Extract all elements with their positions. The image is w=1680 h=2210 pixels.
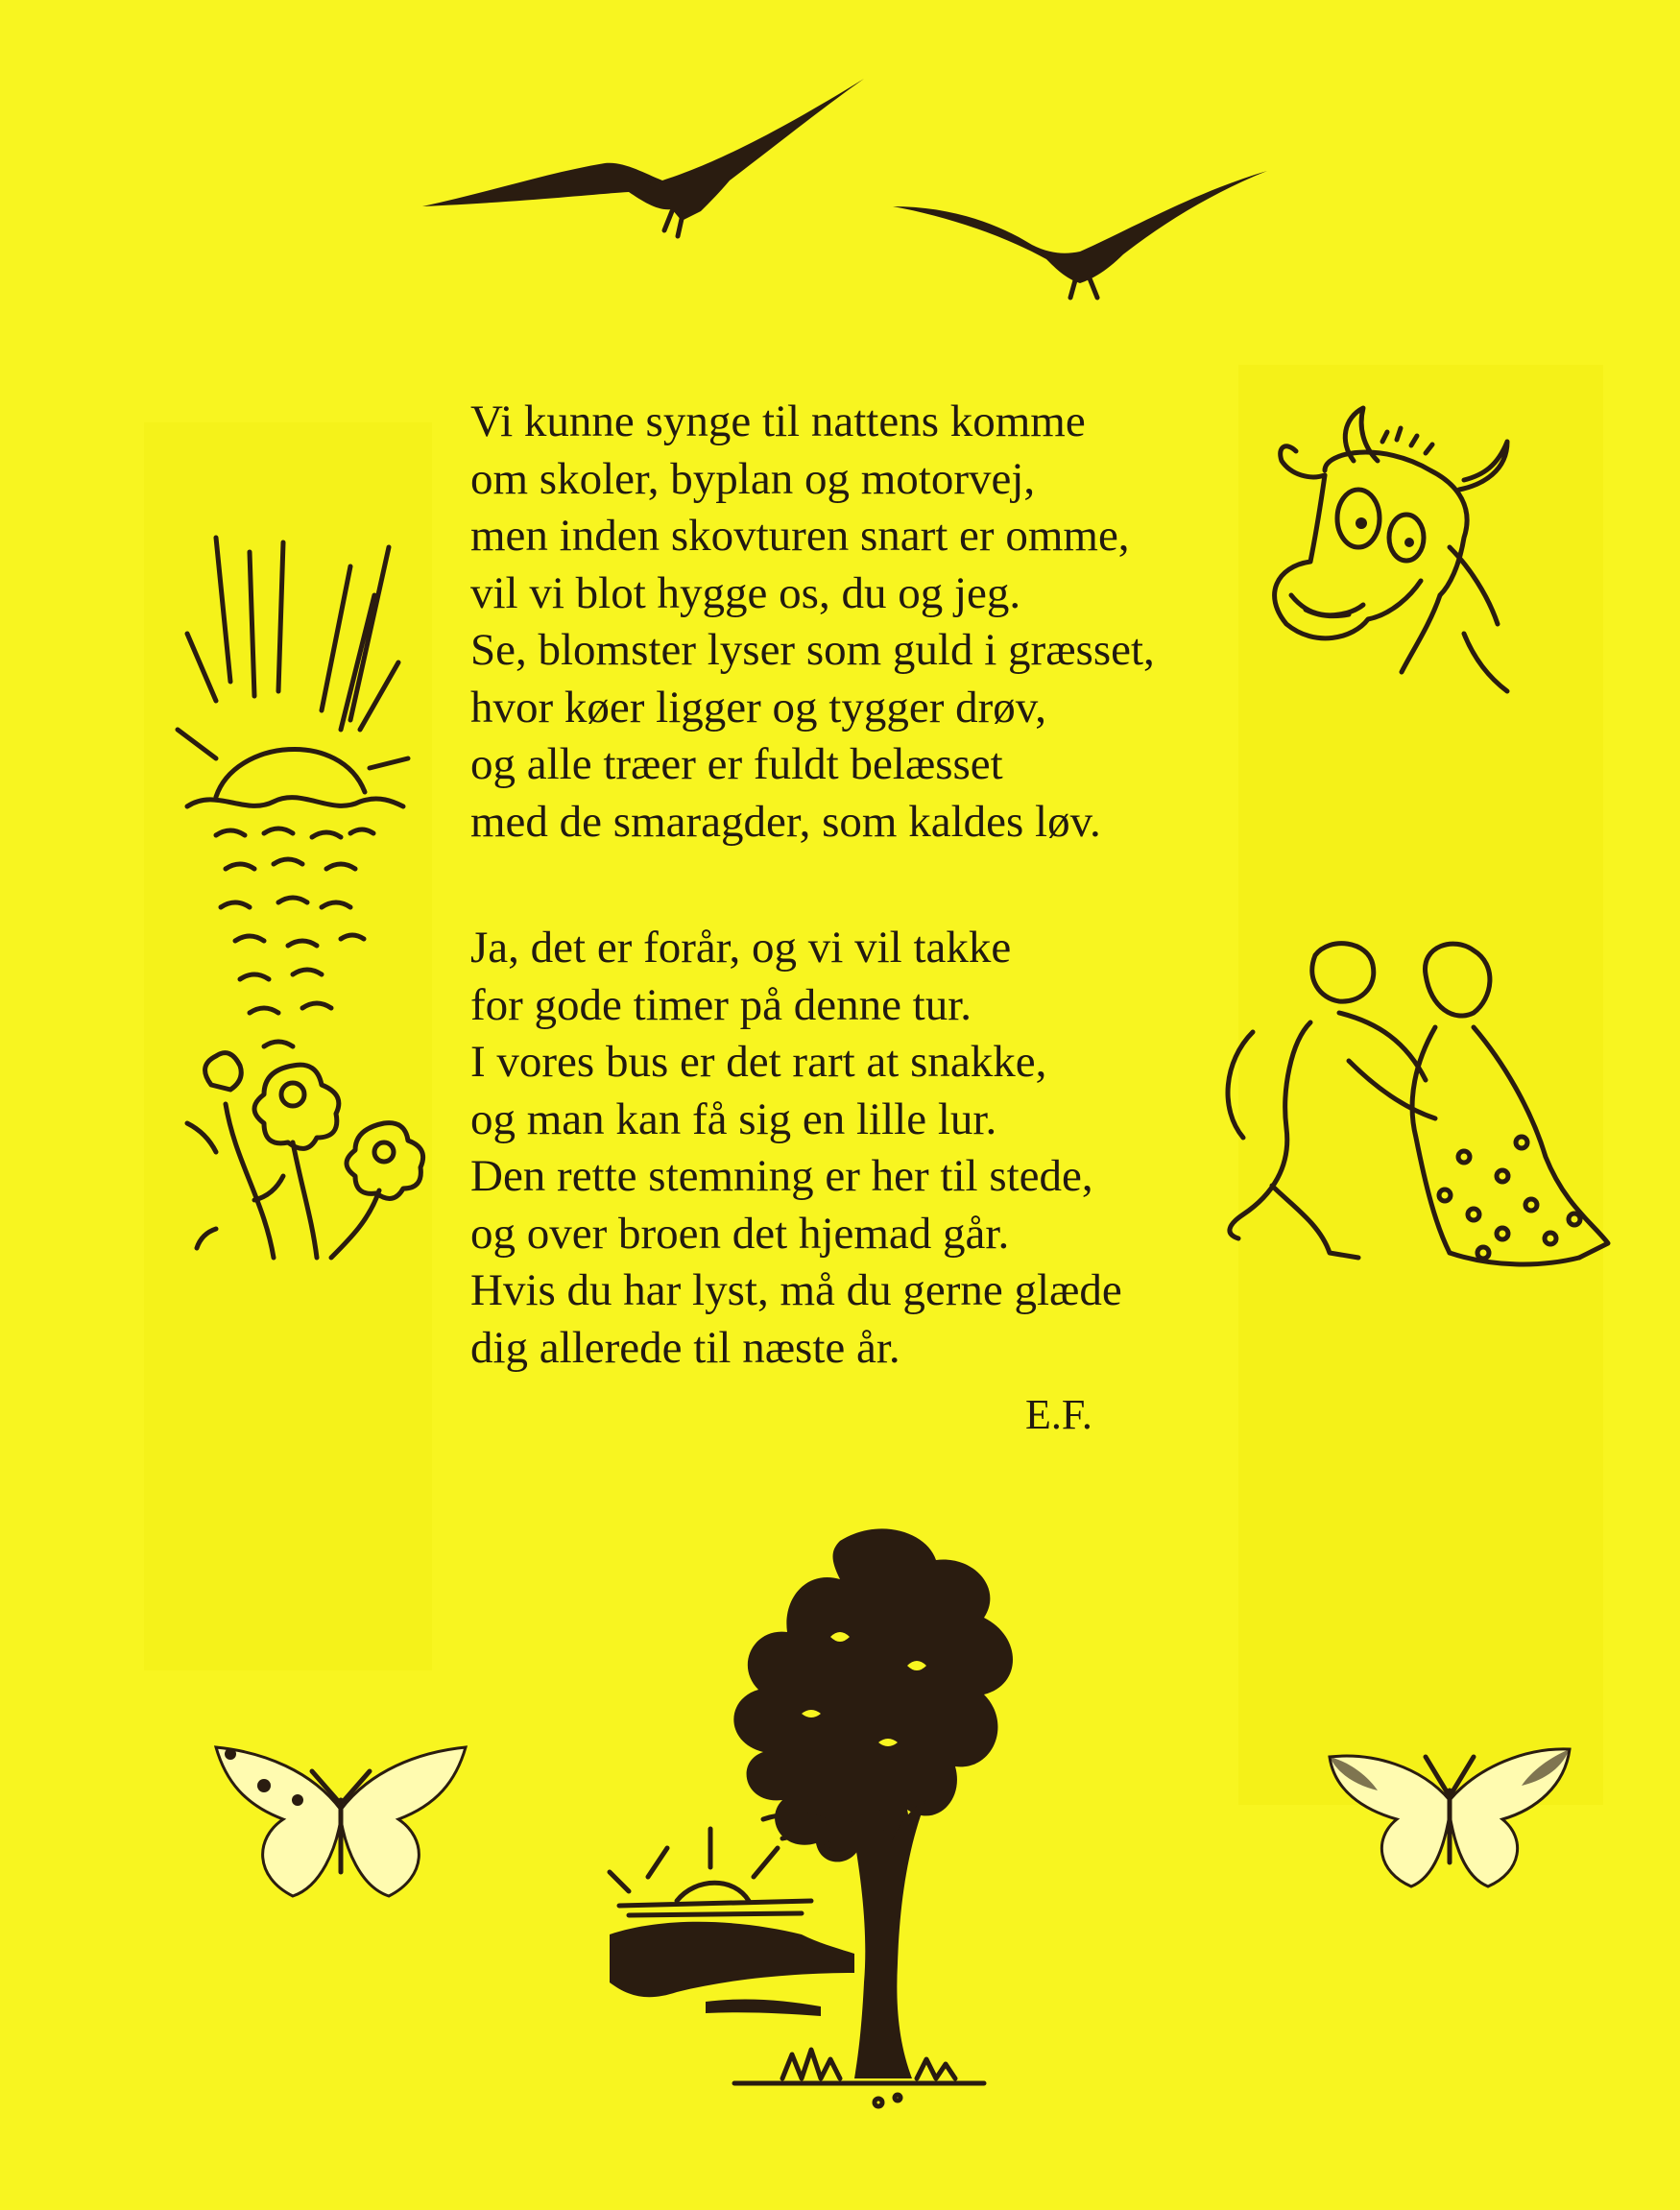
poem-line: for gode timer på denne tur.: [470, 979, 972, 1030]
stanza-1: [470, 394, 1258, 851]
poem-signature: E.F.: [1025, 1391, 1092, 1438]
poem-line: Se, blomster lyser som guld i græsset,: [470, 625, 1155, 675]
poem-line: og over broen det hjemad går.: [470, 1208, 1010, 1259]
poem-line: men inden skovturen snart er omme,: [470, 511, 1130, 561]
poem-line: om skoler, byplan og motorvej,: [470, 453, 1036, 504]
poem-line: dig allerede til næste år.: [470, 1322, 900, 1373]
hugging-couple-illustration: [1214, 936, 1627, 1286]
stanza-2: [470, 920, 1258, 1377]
butterfly-right-illustration: [1320, 1738, 1579, 1901]
poem-line: med de smaragder, som kaldes løv.: [470, 796, 1101, 847]
poem-line: og man kan få sig en lille lur.: [470, 1093, 997, 1144]
sun-and-flowers-illustration: [158, 528, 437, 1267]
poem-line: Vi kunne synge til nattens komme: [470, 396, 1086, 446]
butterfly-left-illustration: [206, 1742, 475, 1906]
poem-line: og alle træer er fuldt belæsset: [470, 739, 1003, 789]
poem-line: I vores bus er det rart at snakke,: [470, 1037, 1047, 1087]
seagull-left-illustration: [413, 67, 874, 240]
tree-landscape-illustration: [590, 1522, 1128, 2117]
poem-line: Hvis du har lyst, må du gerne glæde: [470, 1265, 1122, 1315]
poem-line: Ja, det er forår, og vi vil takke: [470, 923, 1012, 973]
poem-line: Den rette stemning er her til stede,: [470, 1151, 1093, 1201]
seagull-right-illustration: [888, 163, 1272, 307]
poem-line: vil vi blot hygge os, du og jeg.: [470, 567, 1021, 618]
poem-line: hvor køer ligger og tygger drøv,: [470, 682, 1046, 733]
cow-illustration: [1267, 403, 1526, 739]
poem: [470, 394, 1258, 1377]
